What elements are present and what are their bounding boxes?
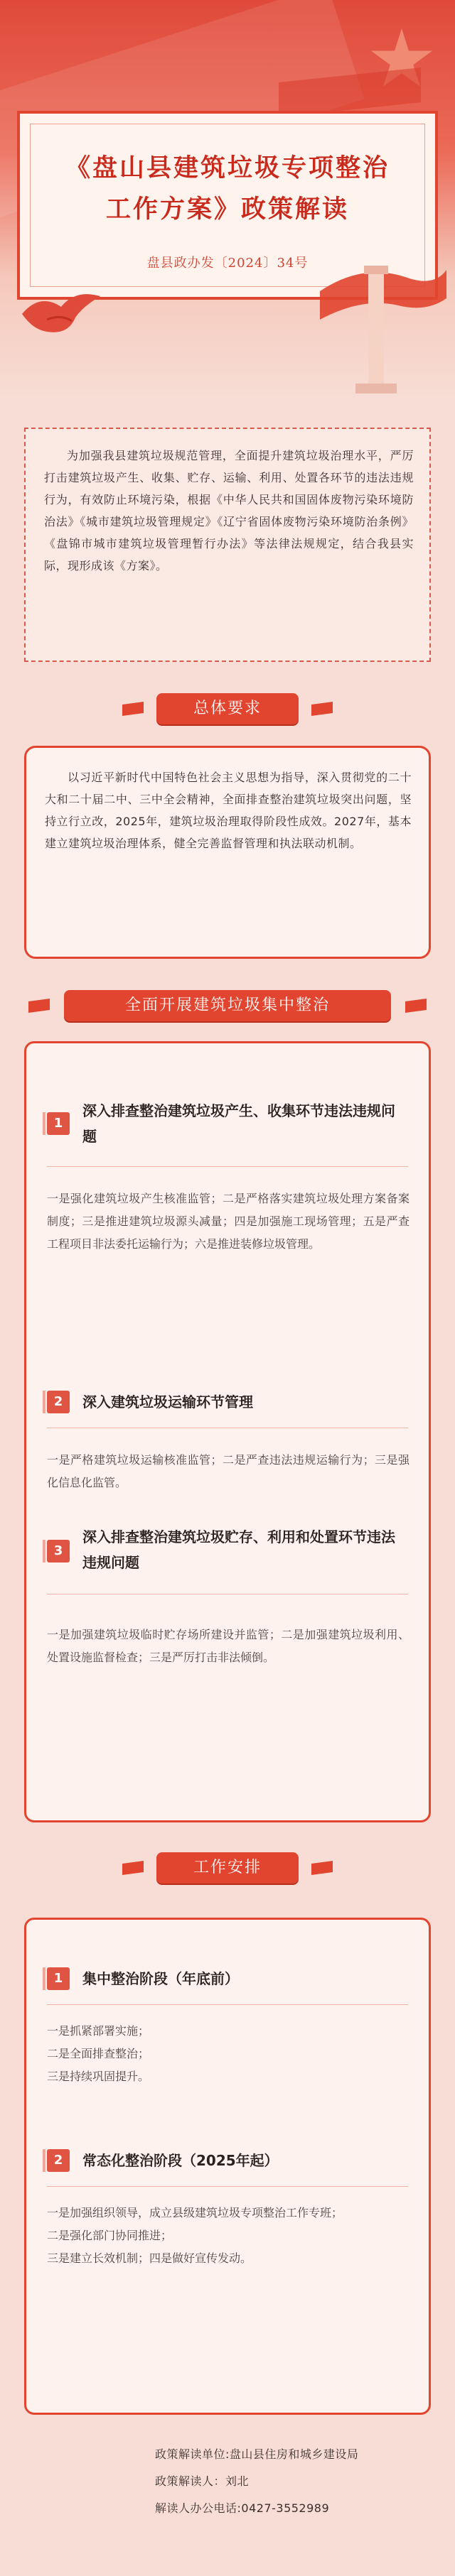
number-accent-bar xyxy=(43,2149,46,2172)
section-title-arrangement: 工作安排 xyxy=(156,1852,299,1884)
footer-phone: 解读人办公电话:0427-3552989 xyxy=(155,2501,330,2515)
item-line: 一是加强组织领导，成立县级建筑垃圾专项整治工作专班； xyxy=(47,2206,343,2219)
overall-text: 以习近平新时代中国特色社会主义思想为指导，深入贯彻党的二十大和二十届二中、三中全会精神，全面排查整治建筑垃圾突出问题，坚持立行立改，2025年，建筑垃圾治理取得阶段性成效。2027年，基本建立建筑垃圾治理体系，健全完善监督管理和执法联动机制。 xyxy=(45,771,412,850)
item-line: 三是持续巩固提升。 xyxy=(47,2070,150,2083)
item-title: 深入排查整治建筑垃圾产生、收集环节违法违规问题 xyxy=(82,1102,395,1145)
item-body: 一是强化建筑垃圾产生核准监管；二是严格落实建筑垃圾处理方案备案制度；三是推进建筑垃圾源头减量；四是加强施工现场管理；五是严查工程项目非法委托运输行为；六是推进装修垃圾管理。 xyxy=(47,1192,410,1251)
divider xyxy=(47,2186,408,2187)
item-body: 一是严格建筑垃圾运输核准监管；二是严查违法违规运输行为；三是强化信息化监管。 xyxy=(47,1453,410,1489)
item-title: 深入排查整治建筑垃圾贮存、利用和处置环节违法违规问题 xyxy=(82,1528,395,1571)
item-body: 一是加强建筑垃圾临时贮存场所建设并监管；二是加强建筑垃圾利用、处置设施监督检查；三是严厉打击非法倾倒。 xyxy=(47,1628,410,1664)
dove-icon xyxy=(18,286,104,342)
item-line: 三是建立长效机制；四是做好宣传发动。 xyxy=(47,2251,252,2265)
number-accent-bar xyxy=(43,1391,46,1413)
section-header-rectification xyxy=(0,984,455,1027)
flag-icon xyxy=(311,702,333,716)
number-accent-bar xyxy=(43,1112,46,1135)
divider xyxy=(47,1166,408,1167)
number-accent-bar xyxy=(43,1540,46,1563)
item-line: 一是抓紧部署实施； xyxy=(47,2024,150,2038)
footer-person: 政策解读人：刘北 xyxy=(155,2474,250,2488)
flag-icon xyxy=(122,702,144,716)
item-number: 1 xyxy=(47,1112,70,1135)
intro-box xyxy=(24,428,431,662)
title-line-2: 工作方案》政策解读 xyxy=(105,195,349,224)
item-number: 2 xyxy=(47,1391,70,1413)
number-accent-bar xyxy=(43,1967,46,1990)
divider xyxy=(47,2004,408,2005)
document-number: 盘县政办发〔2024〕34号 xyxy=(146,256,309,271)
flag-icon xyxy=(311,1861,333,1875)
intro-text: 为加强我县建筑垃圾规范管理，全面提升建筑垃圾治理水平，严厉打击建筑垃圾产生、收集、贮存、运输、利用、处置各环节的违法违规行为，有效防止环境污染，根据《中华人民共和国固体废物污染环境防治法》《城市建筑垃圾管理规定》《辽宁省固体废物污染环境防治条例》《盘锦市城市建筑垃圾管理暂行办法》等法律法规规定，结合我县实际，现形成该《方案》。 xyxy=(44,449,414,572)
section-header-overall xyxy=(0,688,455,730)
title-line-1: 《盘山县建筑垃圾专项整治 xyxy=(65,153,390,183)
rectification-card xyxy=(24,1041,431,1822)
item-title: 深入建筑垃圾运输环节管理 xyxy=(82,1393,253,1411)
footer-unit: 政策解读单位:盘山县住房和城乡建设局 xyxy=(155,2447,359,2461)
monument-icon xyxy=(313,241,448,398)
item-lines xyxy=(47,2202,388,2270)
item-number: 1 xyxy=(47,1967,70,1990)
section-header-arrangement xyxy=(0,1847,455,1889)
item-line: 二是强化部门协同推进； xyxy=(47,2229,173,2242)
item-number: 3 xyxy=(47,1540,70,1563)
page-title xyxy=(20,148,435,230)
item-title: 集中整治阶段（年底前） xyxy=(82,1970,239,1987)
item-lines xyxy=(47,2020,410,2088)
item-title: 常态化整治阶段（2025年起） xyxy=(82,2152,279,2169)
item-line: 二是全面排查整治； xyxy=(47,2047,150,2060)
flag-icon xyxy=(405,999,427,1013)
flag-icon xyxy=(28,999,50,1013)
section-title-overall: 总体要求 xyxy=(156,693,299,724)
item-number: 2 xyxy=(47,2149,70,2172)
overall-card xyxy=(24,746,431,959)
section-title-rectification: 全面开展建筑垃圾集中整治 xyxy=(64,990,391,1021)
flag-icon xyxy=(122,1861,144,1875)
